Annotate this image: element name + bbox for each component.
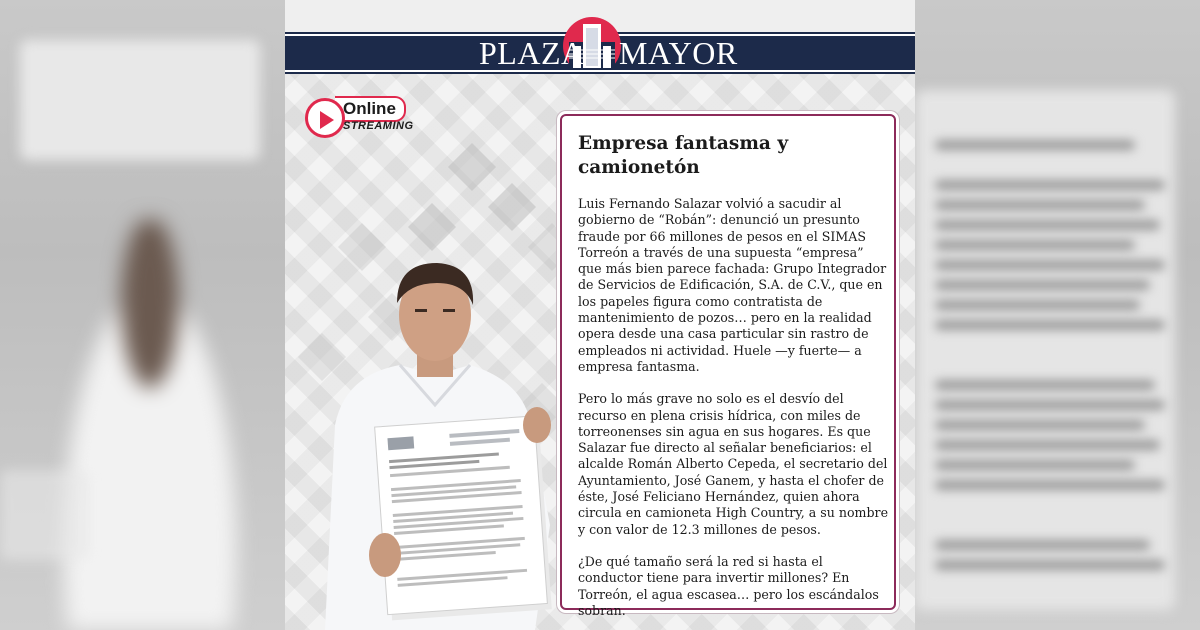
article-paragraph: ¿De qué tamaño será la red si hasta el conductor tiene para invertir millones? En Torreón, el agua escasea… pero los escándalos sobran.: [578, 553, 879, 618]
blurred-background-left: [0, 0, 285, 630]
brand-name-right: MAYOR: [619, 35, 738, 71]
play-button-circle: [305, 98, 345, 138]
brand-name-left: PLAZA: [479, 35, 585, 71]
article-paragraph: Pero lo más grave no solo es el desvío del recurso en plena crisis hídrica, con miles de torreonenses sin agua en sus hogares. Es que Salazar fue directo al señalar beneficiarios: el alcalde Román Alberto Cepeda, el secretario del Ayuntamiento, José Ganem, y hasta el chofer de éste, José Feliciano Hernández, quien ahora circula en camioneta High Country, a su nombre y con valor de 12.3 millones de pesos.: [578, 391, 889, 537]
article-paragraph: Luis Fernando Salazar volvió a sacudir al gobierno de “Robán”: denunció un presunto fraude por 66 millones de pesos en el SIMAS Torreón a través de una supuesta “empresa” que más bien parece fachada: Grupo Integrador de Servicios de Edificación, S.A. de C.V., que en los papeles figura como contratista de mantenimiento de pozos… pero en la realidad opera desde una casa particular sin rastro de empleados ni actividad. Huele —y fuerte— a empresa fantasma.: [578, 196, 887, 374]
badge-subtitle: STREAMING: [343, 120, 414, 132]
news-post: [285, 0, 915, 630]
badge-title: Online: [335, 96, 406, 122]
article-body: [578, 196, 890, 630]
play-icon: [320, 111, 334, 129]
article-title: Empresa fantasma y camionetón: [578, 133, 789, 178]
blurred-background-right: [915, 0, 1200, 630]
person-holding-document-photo: [305, 255, 575, 630]
online-streaming-badge[interactable]: [305, 96, 445, 140]
article-card: [560, 114, 896, 618]
